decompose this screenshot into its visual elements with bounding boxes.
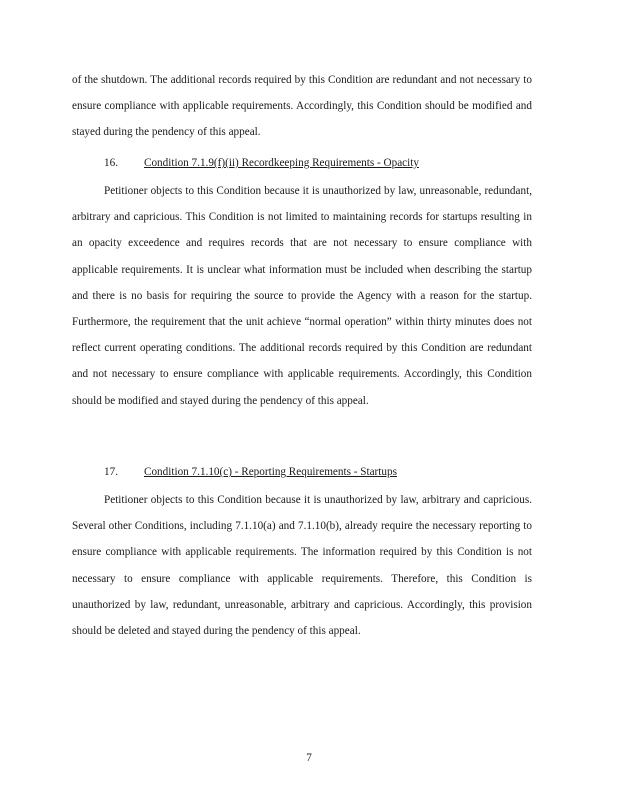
section-17-number: 17. bbox=[104, 466, 118, 478]
section-16-number: 16. bbox=[104, 157, 118, 169]
page-number: 7 bbox=[306, 752, 312, 764]
section-16-paragraph: Petitioner objects to this Condition because it is unauthorized by law, unreasonable, redundant, arbitrary and capricious. This Condition is not limited to maintaining records for startups resulting in an opacity exceedence and requires records that are not necessary to ensure compliance with applicable requirements. It is unclear what information must be included when describing the startup and there is no basis for requiring the source to provide the Agency with a reason for the startup. Furthermore, the requirement that the unit achieve “normal operation” within thirty minutes does not reflect current operating conditions. The additional records required by this Condition are redundant and not necessary to ensure compliance with applicable requirements. Accordingly, this Condition should be modified and stayed during the pendency of this appeal. bbox=[72, 185, 532, 407]
section-16-heading bbox=[72, 150, 532, 176]
section-17-paragraph-block bbox=[72, 487, 532, 644]
section-16-title: Condition 7.1.9(f)(ii) Recordkeeping Requirements - Opacity bbox=[144, 157, 419, 169]
section-16-paragraph-block bbox=[72, 178, 532, 414]
continuation-paragraph-block bbox=[72, 67, 532, 146]
section-17-title: Condition 7.1.10(c) - Reporting Requirements - Startups bbox=[144, 466, 397, 478]
section-17-paragraph: Petitioner objects to this Condition because it is unauthorized by law, arbitrary and capricious. Several other Conditions, including 7.1.10(a) and 7.1.10(b), already require the necessary reporting to ensure compliance with applicable requirements. The information required by this Condition is not necessary to ensure compliance with applicable requirements. Therefore, this Condition is unauthorized by law, redundant, unreasonable, arbitrary and capricious. Accordingly, this provision should be deleted and stayed during the pendency of this appeal. bbox=[72, 494, 532, 638]
section-17-heading bbox=[72, 459, 532, 485]
continuation-paragraph: of the shutdown. The additional records required by this Condition are redundant and not necessary to ensure compliance with applicable requirements. Accordingly, this Condition should be modified and stayed during the pendency of this appeal. bbox=[72, 74, 532, 139]
